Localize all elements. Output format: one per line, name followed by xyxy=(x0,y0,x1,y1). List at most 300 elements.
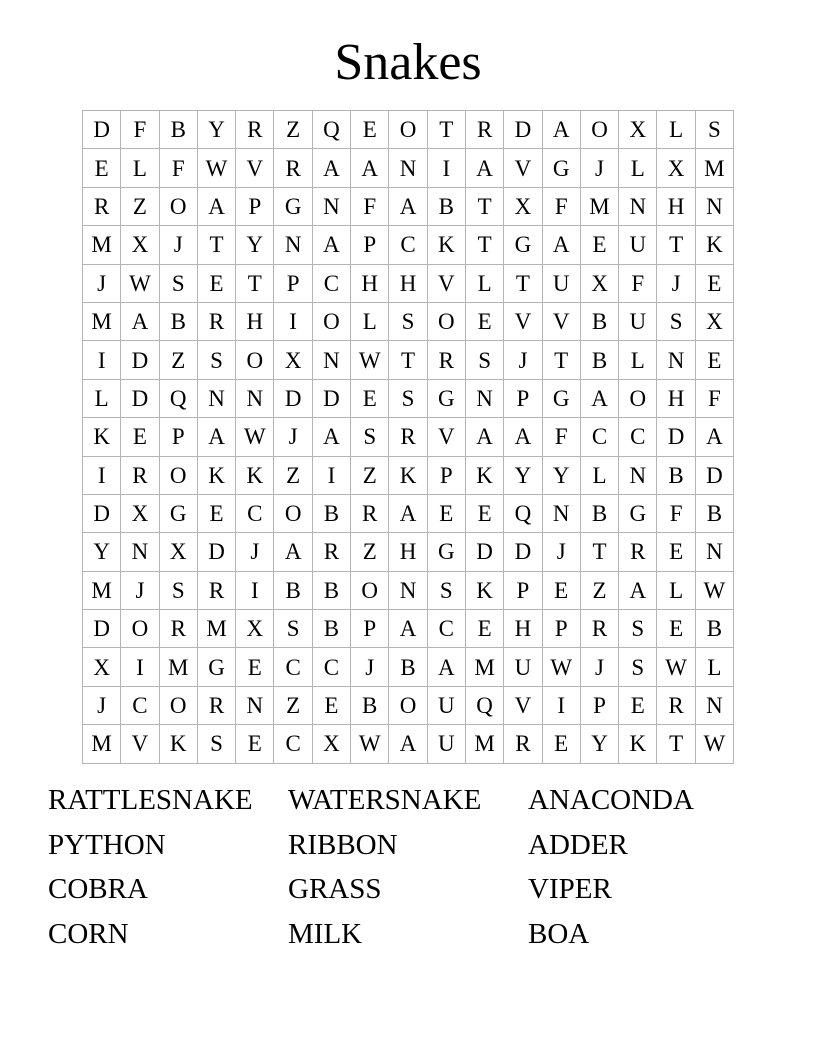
word-list-item: ANACONDA xyxy=(528,784,694,816)
grid-cell[interactable]: K xyxy=(159,725,197,763)
grid-cell[interactable]: B xyxy=(695,494,733,532)
grid-cell[interactable]: J xyxy=(542,533,580,571)
grid-cell[interactable]: V xyxy=(427,418,465,456)
grid-cell[interactable]: M xyxy=(83,226,121,264)
grid-cell[interactable]: R xyxy=(619,533,657,571)
grid-cell[interactable]: K xyxy=(465,456,503,494)
grid-cell[interactable]: D xyxy=(695,456,733,494)
grid-cell[interactable]: P xyxy=(542,610,580,648)
grid-cell[interactable]: D xyxy=(312,379,350,417)
grid-cell[interactable]: G xyxy=(504,226,542,264)
grid-cell[interactable]: Z xyxy=(121,187,159,225)
grid-cell[interactable]: N xyxy=(657,341,695,379)
grid-cell[interactable]: J xyxy=(159,226,197,264)
grid-cell[interactable]: Y xyxy=(236,226,274,264)
grid-cell[interactable]: N xyxy=(312,187,350,225)
grid-cell[interactable]: E xyxy=(197,494,235,532)
grid-cell[interactable]: N xyxy=(389,571,427,609)
grid-cell[interactable]: R xyxy=(83,187,121,225)
grid-row xyxy=(83,456,734,494)
grid-cell[interactable]: W xyxy=(351,725,389,763)
grid-cell[interactable]: M xyxy=(580,187,618,225)
grid-cell[interactable]: M xyxy=(83,571,121,609)
grid-cell[interactable]: T xyxy=(542,341,580,379)
grid-cell[interactable]: E xyxy=(465,610,503,648)
grid-cell[interactable]: Z xyxy=(274,456,312,494)
grid-cell[interactable]: I xyxy=(427,149,465,187)
grid-cell[interactable]: L xyxy=(465,264,503,302)
grid-cell[interactable]: C xyxy=(274,725,312,763)
grid-cell[interactable]: E xyxy=(197,264,235,302)
grid-cell[interactable]: C xyxy=(312,648,350,686)
grid-cell[interactable]: J xyxy=(504,341,542,379)
grid-cell[interactable]: K xyxy=(236,456,274,494)
grid-cell[interactable]: V xyxy=(542,302,580,340)
grid-cell[interactable]: Y xyxy=(197,111,235,149)
grid-cell[interactable]: R xyxy=(197,686,235,724)
grid-cell[interactable]: A xyxy=(389,725,427,763)
grid-cell[interactable]: S xyxy=(351,418,389,456)
grid-cell[interactable]: I xyxy=(236,571,274,609)
grid-cell[interactable]: I xyxy=(312,456,350,494)
grid-cell[interactable]: D xyxy=(121,341,159,379)
grid-cell[interactable]: Q xyxy=(159,379,197,417)
grid-cell[interactable]: L xyxy=(657,571,695,609)
grid-cell[interactable]: U xyxy=(427,686,465,724)
grid-cell[interactable]: R xyxy=(236,111,274,149)
grid-cell[interactable]: L xyxy=(657,111,695,149)
grid-cell[interactable]: N xyxy=(197,379,235,417)
grid-cell[interactable]: G xyxy=(427,379,465,417)
grid-cell[interactable]: T xyxy=(657,226,695,264)
grid-cell[interactable]: X xyxy=(236,610,274,648)
grid-cell[interactable]: F xyxy=(542,418,580,456)
grid-cell[interactable]: F xyxy=(657,494,695,532)
grid-cell[interactable]: F xyxy=(542,187,580,225)
word-list-item: GRASS xyxy=(288,873,382,905)
grid-cell[interactable]: X xyxy=(504,187,542,225)
grid-cell[interactable]: E xyxy=(657,533,695,571)
grid-cell[interactable]: E xyxy=(427,494,465,532)
grid-cell[interactable]: E xyxy=(236,648,274,686)
grid-cell[interactable]: I xyxy=(274,302,312,340)
grid-cell[interactable]: R xyxy=(274,149,312,187)
grid-cell[interactable]: U xyxy=(542,264,580,302)
grid-cell[interactable]: J xyxy=(236,533,274,571)
grid-cell[interactable]: A xyxy=(389,494,427,532)
grid-cell[interactable]: B xyxy=(427,187,465,225)
grid-cell[interactable]: D xyxy=(197,533,235,571)
grid-cell[interactable]: H xyxy=(389,533,427,571)
grid-cell[interactable]: V xyxy=(427,264,465,302)
grid-cell[interactable]: O xyxy=(351,571,389,609)
grid-cell[interactable]: D xyxy=(504,533,542,571)
grid-cell[interactable]: E xyxy=(542,725,580,763)
grid-cell[interactable]: S xyxy=(197,341,235,379)
grid-cell[interactable]: X xyxy=(83,648,121,686)
grid-cell[interactable]: L xyxy=(351,302,389,340)
grid-cell[interactable]: P xyxy=(351,610,389,648)
word-list-item: RATTLESNAKE xyxy=(48,784,253,816)
grid-cell[interactable]: O xyxy=(274,494,312,532)
grid-cell[interactable]: L xyxy=(619,341,657,379)
grid-cell[interactable]: T xyxy=(197,226,235,264)
grid-row xyxy=(83,648,734,686)
grid-cell[interactable]: E xyxy=(542,571,580,609)
grid-cell[interactable]: E xyxy=(619,686,657,724)
grid-cell[interactable]: A xyxy=(427,648,465,686)
grid-cell[interactable]: L xyxy=(580,456,618,494)
grid-cell[interactable]: Z xyxy=(351,533,389,571)
grid-cell[interactable]: A xyxy=(542,226,580,264)
grid-cell[interactable]: E xyxy=(351,111,389,149)
grid-cell[interactable]: Y xyxy=(504,456,542,494)
grid-cell[interactable]: O xyxy=(236,341,274,379)
grid-cell[interactable]: J xyxy=(351,648,389,686)
grid-cell[interactable]: S xyxy=(389,379,427,417)
grid-cell[interactable]: M xyxy=(159,648,197,686)
grid-cell[interactable]: S xyxy=(619,648,657,686)
grid-cell[interactable]: E xyxy=(83,149,121,187)
grid-cell[interactable]: D xyxy=(83,494,121,532)
grid-cell[interactable]: L xyxy=(121,149,159,187)
grid-cell[interactable]: E xyxy=(236,725,274,763)
grid-cell[interactable]: Q xyxy=(312,111,350,149)
grid-cell[interactable]: D xyxy=(465,533,503,571)
grid-cell[interactable]: Z xyxy=(274,686,312,724)
grid-cell[interactable]: I xyxy=(83,341,121,379)
grid-cell[interactable]: X xyxy=(657,149,695,187)
grid-cell[interactable]: X xyxy=(619,111,657,149)
grid-cell[interactable]: A xyxy=(619,571,657,609)
grid-cell[interactable]: T xyxy=(504,264,542,302)
grid-cell[interactable]: N xyxy=(389,149,427,187)
grid-cell[interactable]: B xyxy=(657,456,695,494)
grid-cell[interactable]: S xyxy=(274,610,312,648)
grid-cell[interactable]: H xyxy=(504,610,542,648)
grid-cell[interactable]: J xyxy=(580,149,618,187)
grid-cell[interactable]: D xyxy=(121,379,159,417)
grid-cell[interactable]: K xyxy=(389,456,427,494)
grid-cell[interactable]: E xyxy=(465,494,503,532)
grid-cell[interactable]: G xyxy=(197,648,235,686)
grid-cell[interactable]: G xyxy=(274,187,312,225)
grid-cell[interactable]: O xyxy=(389,111,427,149)
grid-cell[interactable]: N xyxy=(542,494,580,532)
grid-cell[interactable]: A xyxy=(695,418,733,456)
grid-cell[interactable]: D xyxy=(83,111,121,149)
grid-cell[interactable]: B xyxy=(312,571,350,609)
grid-cell[interactable]: Y xyxy=(580,725,618,763)
grid-cell[interactable]: F xyxy=(159,149,197,187)
grid-cell[interactable]: E xyxy=(312,686,350,724)
grid-cell[interactable]: I xyxy=(542,686,580,724)
grid-cell[interactable]: U xyxy=(619,302,657,340)
grid-cell[interactable]: D xyxy=(83,610,121,648)
grid-cell[interactable]: A xyxy=(312,149,350,187)
grid-cell[interactable]: F xyxy=(695,379,733,417)
grid-cell[interactable]: W xyxy=(542,648,580,686)
grid-cell[interactable]: B xyxy=(389,648,427,686)
grid-cell[interactable]: F xyxy=(619,264,657,302)
grid-cell[interactable]: E xyxy=(695,341,733,379)
grid-cell[interactable]: R xyxy=(197,302,235,340)
grid-cell[interactable]: A xyxy=(580,379,618,417)
grid-cell[interactable]: B xyxy=(159,111,197,149)
grid-cell[interactable]: A xyxy=(197,418,235,456)
grid-cell[interactable]: P xyxy=(274,264,312,302)
grid-cell[interactable]: W xyxy=(236,418,274,456)
grid-cell[interactable]: A xyxy=(197,187,235,225)
word-list-item: WATERSNAKE xyxy=(288,784,482,816)
grid-cell[interactable]: G xyxy=(619,494,657,532)
grid-cell[interactable]: T xyxy=(580,533,618,571)
grid-cell[interactable]: C xyxy=(580,418,618,456)
grid-cell[interactable]: O xyxy=(159,456,197,494)
grid-cell[interactable]: P xyxy=(427,456,465,494)
grid-cell[interactable]: X xyxy=(121,226,159,264)
grid-cell[interactable]: S xyxy=(657,302,695,340)
grid-cell[interactable]: T xyxy=(236,264,274,302)
grid-cell[interactable]: W xyxy=(695,725,733,763)
grid-cell[interactable]: P xyxy=(504,571,542,609)
grid-cell[interactable]: A xyxy=(351,149,389,187)
grid-cell[interactable]: B xyxy=(580,302,618,340)
grid-cell[interactable]: B xyxy=(695,610,733,648)
grid-cell[interactable]: J xyxy=(580,648,618,686)
grid-cell[interactable]: Z xyxy=(580,571,618,609)
grid-cell[interactable]: P xyxy=(159,418,197,456)
grid-cell[interactable]: X xyxy=(159,533,197,571)
grid-cell[interactable]: J xyxy=(274,418,312,456)
grid-cell[interactable]: S xyxy=(465,341,503,379)
grid-cell[interactable]: E xyxy=(657,610,695,648)
grid-row xyxy=(83,302,734,340)
grid-cell[interactable]: N xyxy=(465,379,503,417)
grid-cell[interactable]: X xyxy=(695,302,733,340)
grid-cell[interactable]: R xyxy=(657,686,695,724)
grid-cell[interactable]: T xyxy=(657,725,695,763)
grid-cell[interactable]: L xyxy=(695,648,733,686)
grid-cell[interactable]: K xyxy=(83,418,121,456)
word-list-item: CORN xyxy=(48,917,129,950)
grid-cell[interactable]: L xyxy=(619,149,657,187)
grid-cell[interactable]: S xyxy=(159,571,197,609)
grid-cell[interactable]: O xyxy=(312,302,350,340)
grid-cell[interactable]: K xyxy=(427,226,465,264)
grid-cell[interactable]: W xyxy=(351,341,389,379)
grid-cell[interactable]: C xyxy=(619,418,657,456)
grid-cell[interactable]: A xyxy=(465,149,503,187)
grid-cell[interactable]: P xyxy=(351,226,389,264)
grid-cell[interactable]: B xyxy=(580,341,618,379)
grid-cell[interactable]: J xyxy=(83,264,121,302)
grid-cell[interactable]: B xyxy=(351,686,389,724)
grid-cell[interactable]: L xyxy=(83,379,121,417)
grid-cell[interactable]: N xyxy=(121,533,159,571)
grid-cell[interactable]: A xyxy=(389,187,427,225)
grid-cell[interactable]: B xyxy=(580,494,618,532)
grid-cell[interactable]: R xyxy=(312,533,350,571)
grid-cell[interactable]: T xyxy=(465,226,503,264)
grid-cell[interactable]: E xyxy=(580,226,618,264)
grid-cell[interactable]: A xyxy=(274,533,312,571)
grid-cell[interactable]: W xyxy=(197,149,235,187)
grid-cell[interactable]: F xyxy=(351,187,389,225)
grid-cell[interactable]: A xyxy=(504,418,542,456)
grid-cell[interactable]: M xyxy=(83,302,121,340)
grid-cell[interactable]: X xyxy=(312,725,350,763)
grid-cell[interactable]: G xyxy=(159,494,197,532)
grid-cell[interactable]: J xyxy=(121,571,159,609)
grid-cell[interactable]: O xyxy=(580,111,618,149)
grid-cell[interactable]: U xyxy=(504,648,542,686)
grid-cell[interactable]: S xyxy=(619,610,657,648)
grid-cell[interactable]: C xyxy=(427,610,465,648)
grid-cell[interactable]: A xyxy=(312,226,350,264)
grid-cell[interactable]: G xyxy=(542,379,580,417)
grid-cell[interactable]: E xyxy=(121,418,159,456)
grid-cell[interactable]: H xyxy=(236,302,274,340)
grid-cell[interactable]: D xyxy=(504,111,542,149)
grid-cell[interactable]: Q xyxy=(465,686,503,724)
grid-cell[interactable]: B xyxy=(312,610,350,648)
grid-cell[interactable]: R xyxy=(465,111,503,149)
grid-cell[interactable]: R xyxy=(197,571,235,609)
grid-cell[interactable]: C xyxy=(274,648,312,686)
grid-cell[interactable]: H xyxy=(389,264,427,302)
grid-cell[interactable]: F xyxy=(121,111,159,149)
grid-cell[interactable]: C xyxy=(121,686,159,724)
grid-cell[interactable]: N xyxy=(619,187,657,225)
grid-cell[interactable]: J xyxy=(657,264,695,302)
grid-cell[interactable]: C xyxy=(236,494,274,532)
grid-cell[interactable]: Z xyxy=(274,111,312,149)
grid-cell[interactable]: R xyxy=(351,494,389,532)
grid-cell[interactable]: W xyxy=(657,648,695,686)
grid-cell[interactable]: K xyxy=(197,456,235,494)
grid-row xyxy=(83,341,734,379)
grid-cell[interactable]: S xyxy=(159,264,197,302)
grid-cell[interactable]: P xyxy=(236,187,274,225)
grid-cell[interactable]: N xyxy=(274,226,312,264)
grid-cell[interactable]: T xyxy=(427,111,465,149)
grid-cell[interactable]: R xyxy=(427,341,465,379)
grid-cell[interactable]: T xyxy=(389,341,427,379)
grid-cell[interactable]: I xyxy=(83,456,121,494)
grid-cell[interactable]: U xyxy=(619,226,657,264)
grid-cell[interactable]: N xyxy=(236,379,274,417)
grid-cell[interactable]: W xyxy=(695,571,733,609)
grid-cell[interactable]: Y xyxy=(83,533,121,571)
grid-cell[interactable]: R xyxy=(121,456,159,494)
grid-cell[interactable]: E xyxy=(465,302,503,340)
grid-cell[interactable]: D xyxy=(274,379,312,417)
grid-cell[interactable]: R xyxy=(159,610,197,648)
grid-cell[interactable]: C xyxy=(389,226,427,264)
grid-cell[interactable]: Z xyxy=(159,341,197,379)
grid-cell[interactable]: T xyxy=(465,187,503,225)
grid-cell[interactable]: R xyxy=(389,418,427,456)
grid-cell[interactable]: S xyxy=(695,111,733,149)
grid-cell[interactable]: Y xyxy=(542,456,580,494)
grid-cell[interactable]: E xyxy=(695,264,733,302)
grid-cell[interactable]: V xyxy=(504,149,542,187)
grid-cell[interactable]: O xyxy=(159,686,197,724)
grid-cell[interactable]: M xyxy=(465,725,503,763)
grid-cell[interactable]: V xyxy=(121,725,159,763)
grid-cell[interactable]: M xyxy=(465,648,503,686)
grid-cell[interactable]: V xyxy=(236,149,274,187)
grid-cell[interactable]: W xyxy=(121,264,159,302)
grid-cell[interactable]: O xyxy=(121,610,159,648)
grid-cell[interactable]: S xyxy=(427,571,465,609)
grid-cell[interactable]: X xyxy=(274,341,312,379)
grid-cell[interactable]: S xyxy=(389,302,427,340)
grid-cell[interactable]: S xyxy=(197,725,235,763)
grid-cell[interactable]: J xyxy=(83,686,121,724)
grid-cell[interactable]: U xyxy=(427,725,465,763)
grid-cell[interactable]: X xyxy=(580,264,618,302)
grid-cell[interactable]: H xyxy=(657,187,695,225)
grid-cell[interactable]: B xyxy=(312,494,350,532)
grid-cell[interactable]: Q xyxy=(504,494,542,532)
grid-row xyxy=(83,686,734,724)
grid-cell[interactable]: N xyxy=(236,686,274,724)
grid-cell[interactable]: N xyxy=(619,456,657,494)
grid-cell[interactable]: R xyxy=(580,610,618,648)
grid-cell[interactable]: M xyxy=(197,610,235,648)
letter-grid xyxy=(82,110,734,764)
grid-cell[interactable]: I xyxy=(121,648,159,686)
grid-cell[interactable]: N xyxy=(695,533,733,571)
grid-cell[interactable]: Z xyxy=(351,456,389,494)
grid-cell[interactable]: K xyxy=(619,725,657,763)
grid-cell[interactable]: B xyxy=(159,302,197,340)
grid-cell[interactable]: N xyxy=(312,341,350,379)
grid-cell[interactable]: B xyxy=(274,571,312,609)
grid-cell[interactable]: V xyxy=(504,302,542,340)
grid-cell[interactable]: H xyxy=(351,264,389,302)
grid-cell[interactable]: O xyxy=(389,686,427,724)
grid-cell[interactable]: A xyxy=(389,610,427,648)
grid-cell[interactable]: A xyxy=(542,111,580,149)
grid-cell[interactable]: E xyxy=(351,379,389,417)
grid-cell[interactable]: A xyxy=(465,418,503,456)
grid-cell[interactable]: A xyxy=(121,302,159,340)
grid-cell[interactable]: P xyxy=(580,686,618,724)
grid-cell[interactable]: O xyxy=(159,187,197,225)
grid-cell[interactable]: M xyxy=(83,725,121,763)
grid-cell[interactable]: A xyxy=(312,418,350,456)
grid-cell[interactable]: K xyxy=(695,226,733,264)
grid-cell[interactable]: N xyxy=(695,686,733,724)
grid-cell[interactable]: V xyxy=(504,686,542,724)
grid-cell[interactable]: O xyxy=(619,379,657,417)
grid-cell[interactable]: C xyxy=(312,264,350,302)
grid-cell[interactable]: R xyxy=(504,725,542,763)
grid-cell[interactable]: X xyxy=(121,494,159,532)
grid-cell[interactable]: M xyxy=(695,149,733,187)
grid-cell[interactable]: K xyxy=(465,571,503,609)
grid-cell[interactable]: H xyxy=(657,379,695,417)
grid-cell[interactable]: N xyxy=(695,187,733,225)
grid-cell[interactable]: D xyxy=(657,418,695,456)
grid-cell[interactable]: O xyxy=(427,302,465,340)
grid-cell[interactable]: G xyxy=(427,533,465,571)
grid-cell[interactable]: P xyxy=(504,379,542,417)
grid-cell[interactable]: G xyxy=(542,149,580,187)
